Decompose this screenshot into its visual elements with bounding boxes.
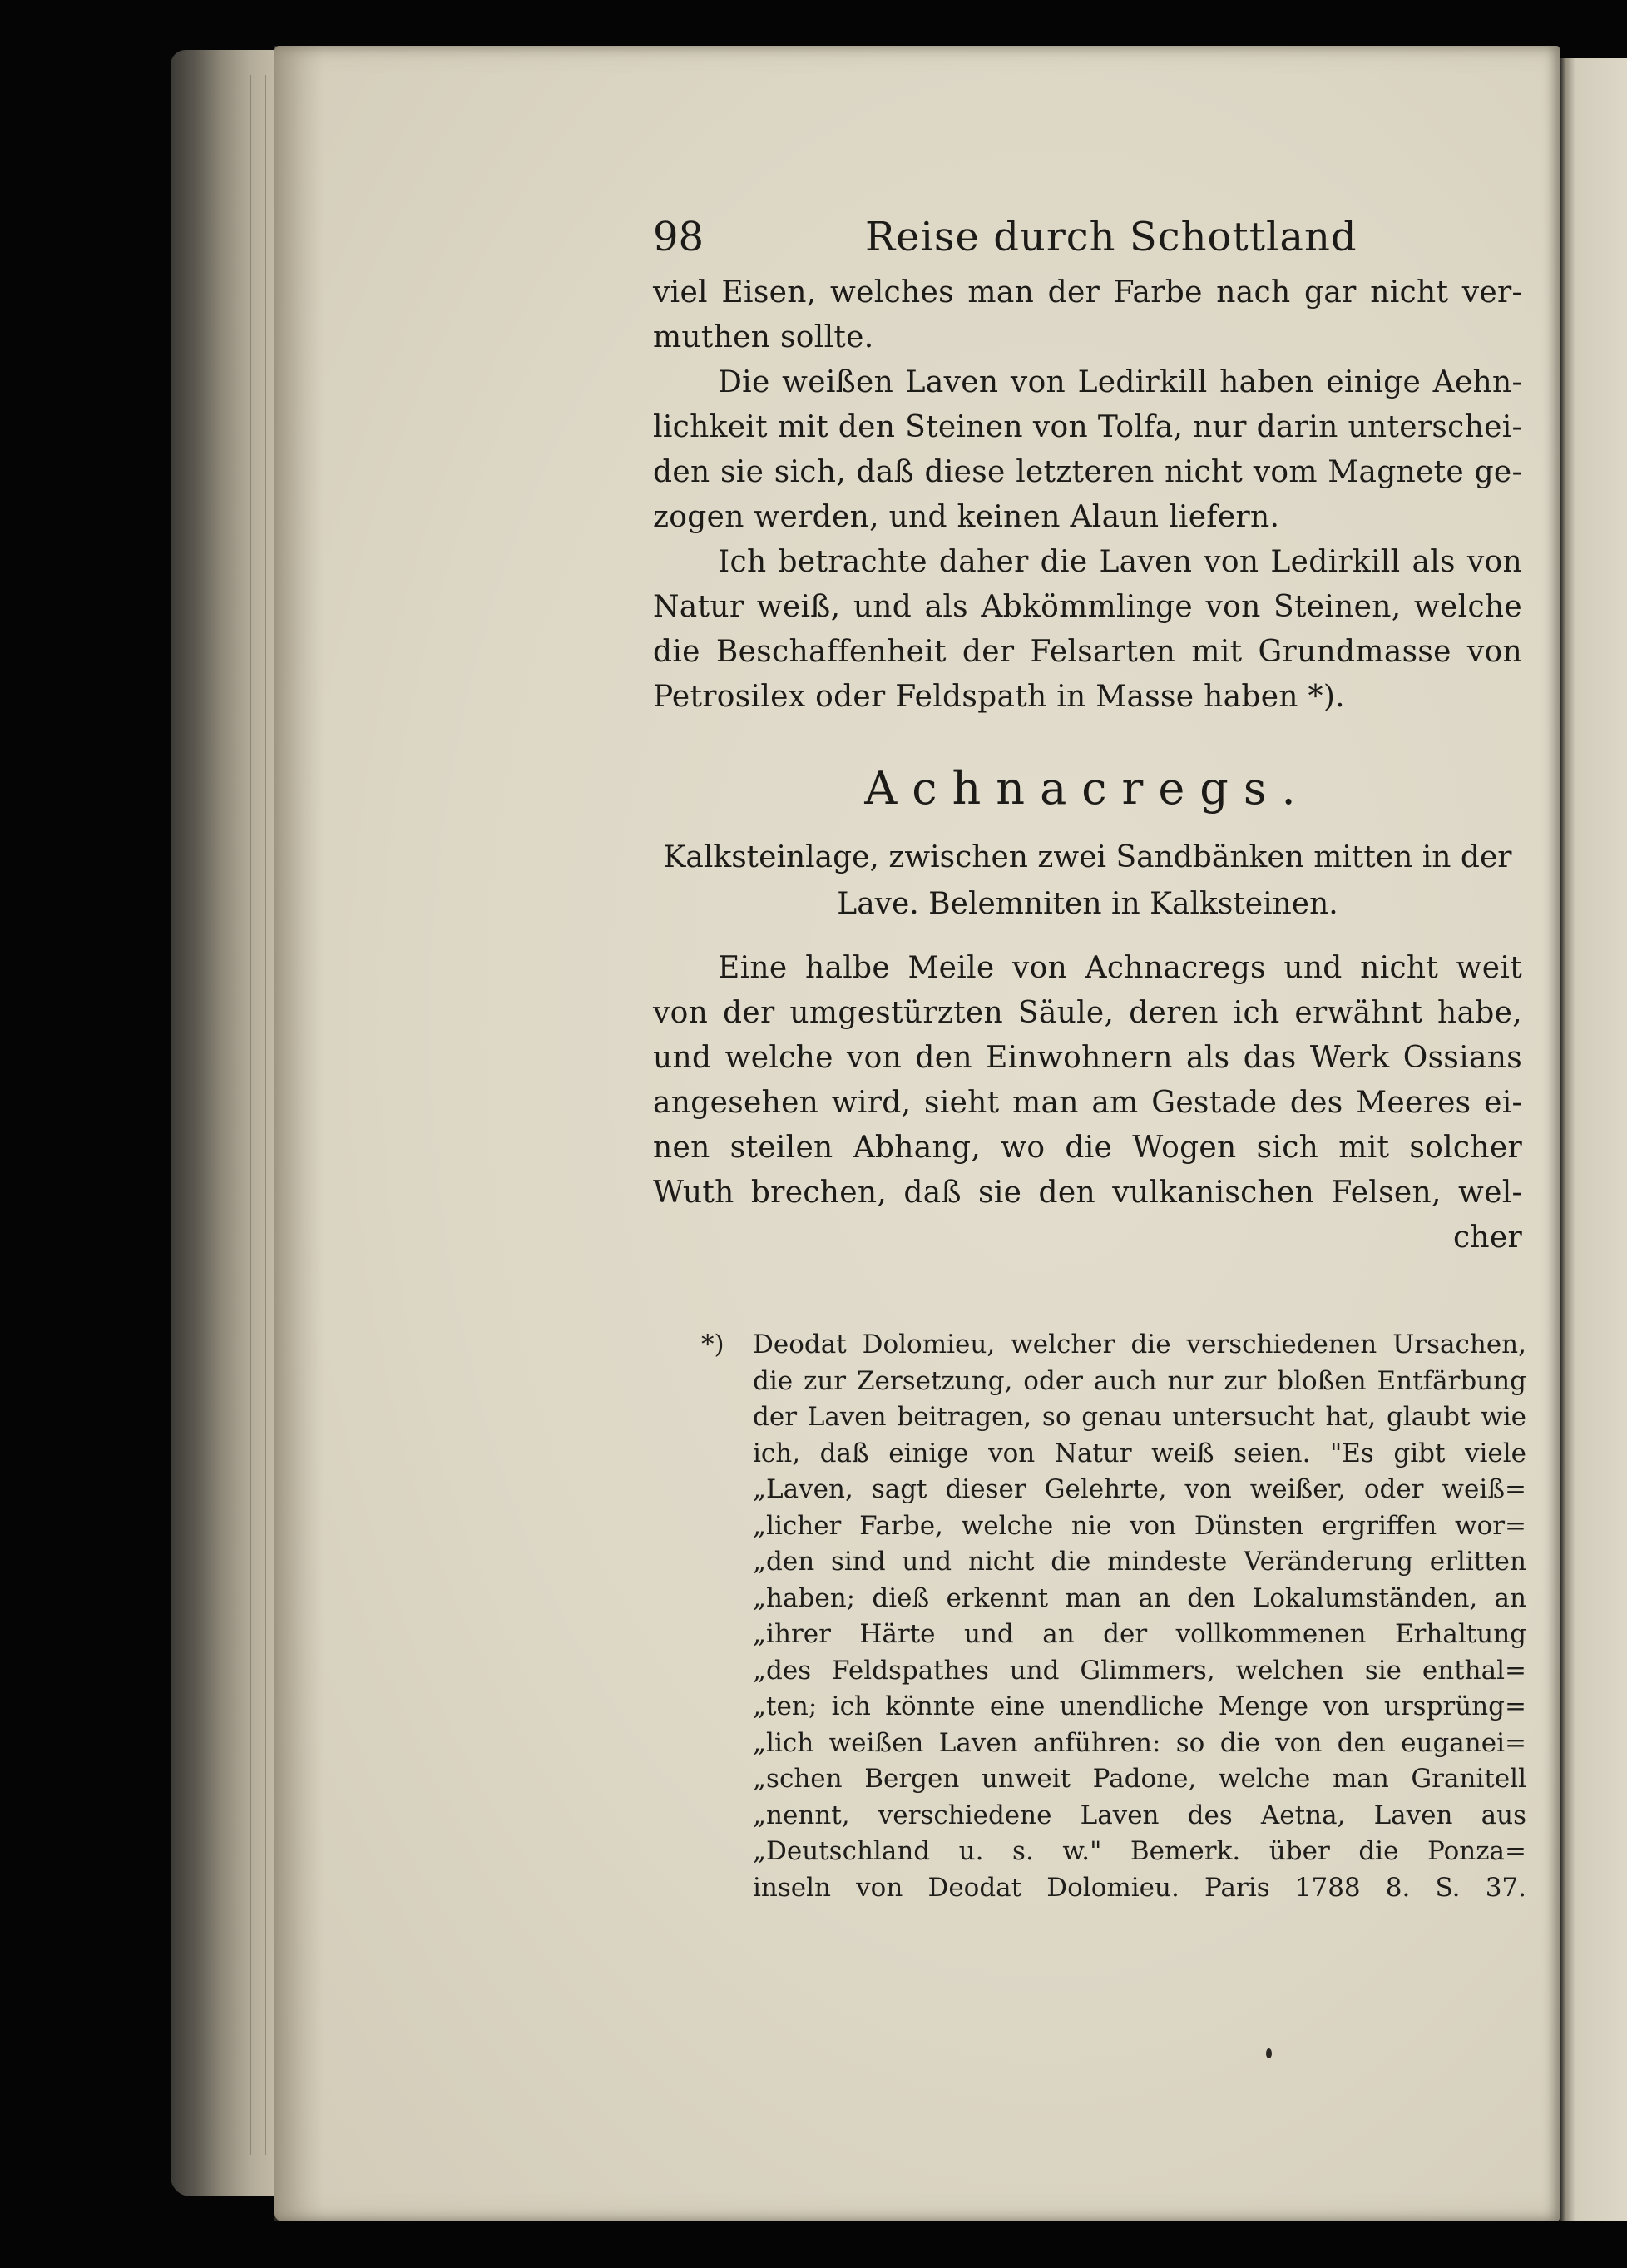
text-line: Ich betrachte daher die Laven von Ledirkill als von: [718, 545, 1522, 579]
footnote-line: „nennt, verschiedene Laven des Aetna, Laven aus: [753, 1800, 1526, 1830]
body-text: [653, 270, 1522, 720]
text-line: Natur weiß, und als Abkömmlinge von Steinen, welche: [653, 590, 1522, 624]
summary-line: Lave. Belemniten in Kalksteinen.: [837, 887, 1338, 921]
footnote: [703, 1327, 1526, 1906]
paragraph: [653, 270, 1522, 360]
text-line: Eine halbe Meile von Achnacregs und nicht weit: [718, 951, 1522, 985]
footnote-line: „schen Bergen unweit Padone, welche man Granitell: [753, 1764, 1526, 1794]
running-head: [653, 204, 1522, 270]
text-line: Wuth brechen, daß sie den vulkanischen Felsen, wel-: [653, 1176, 1522, 1210]
footnote-line: die zur Zersetzung, oder auch nur zur bloßen Entfärbung: [753, 1365, 1526, 1396]
gutter-shadow: [274, 46, 324, 2221]
page-text: [653, 204, 1522, 1260]
footnote-line: „haben; dieß erkennt man an den Lokalumständen, an: [753, 1582, 1526, 1613]
text-line: lichkeit mit den Steinen von Tolfa, nur darin unterschei-: [653, 410, 1522, 444]
text-line: angesehen wird, sieht man am Gestade des Meeres ei-: [653, 1086, 1522, 1120]
text-line: und welche von den Einwohnern als das Werk Ossians: [653, 1041, 1522, 1075]
text-line: von der umgestürzten Säule, deren ich erwähnt habe,: [653, 996, 1522, 1030]
section-summary: [653, 834, 1522, 928]
text-line: nen steilen Abhang, wo die Wogen sich mit solcher: [653, 1131, 1522, 1165]
paragraph: [653, 540, 1522, 720]
section-paragraph: [653, 946, 1522, 1260]
section-heading: Achnacregs.: [864, 762, 1311, 815]
footnote-line: „Deutschland u. s. w." Bemerk. über die Ponza=: [753, 1836, 1526, 1866]
text-line: zogen werden, und keinen Alaun liefern.: [653, 500, 1280, 534]
text-line: Die weißen Laven von Ledirkill haben einige Aehn-: [718, 365, 1522, 399]
footnote-line: „Laven, sagt dieser Gelehrte, von weißer, oder weiß=: [753, 1474, 1526, 1504]
facing-page-edge: [1560, 58, 1627, 2221]
footnote-line: ich, daß einige von Natur weiß seien. "Es gibt viele: [753, 1438, 1526, 1468]
footnote-line: „ihrer Härte und an der vollkommenen Erhaltung: [753, 1619, 1526, 1649]
footnote-line: „des Feldspathes und Glimmers, welchen sie enthal=: [753, 1655, 1526, 1686]
running-title: Reise durch Schottland: [865, 214, 1357, 260]
footnote-line: inseln von Deodat Dolomieu. Paris 1788 8. S. 37.: [753, 1872, 1526, 1903]
ink-speck: [1266, 2048, 1272, 2058]
catch-word: cher: [1452, 1221, 1522, 1255]
summary-line: Kalksteinlage, zwischen zwei Sandbänken mitten in der: [663, 840, 1512, 874]
text-line: den sie sich, daß diese letzteren nicht vom Magnete ge-: [653, 455, 1522, 489]
page-edge-line: [250, 75, 251, 2155]
text-line: Petrosilex oder Feldspath in Masse haben *).: [653, 680, 1345, 714]
footnote-body: [753, 1327, 1526, 1906]
paragraph: [653, 360, 1522, 540]
footnote-line: „ten; ich könnte eine unendliche Menge von ursprüng=: [753, 1691, 1526, 1721]
page-number: 98: [653, 214, 705, 260]
text-line: viel Eisen, welches man der Farbe nach gar nicht ver-: [653, 275, 1522, 309]
text-line: die Beschaffenheit der Felsarten mit Grundmasse von: [653, 635, 1522, 669]
footnote-mark: *): [701, 1330, 724, 1359]
footnote-line: der Laven beitragen, so genau untersucht hat, glaubt wie: [753, 1402, 1526, 1432]
page-edge-line: [265, 75, 266, 2155]
footnote-line: Deodat Dolomieu, welcher die verschiedenen Ursachen,: [753, 1330, 1526, 1359]
footnote-line: „lich weißen Laven anführen: so die von den euganei=: [753, 1727, 1526, 1758]
footnote-line: „licher Farbe, welche nie von Dünsten ergriffen wor=: [753, 1510, 1526, 1541]
footnote-line: „den sind und nicht die mindeste Veränderung erlitten: [753, 1547, 1526, 1577]
text-line: muthen sollte.: [653, 320, 874, 354]
